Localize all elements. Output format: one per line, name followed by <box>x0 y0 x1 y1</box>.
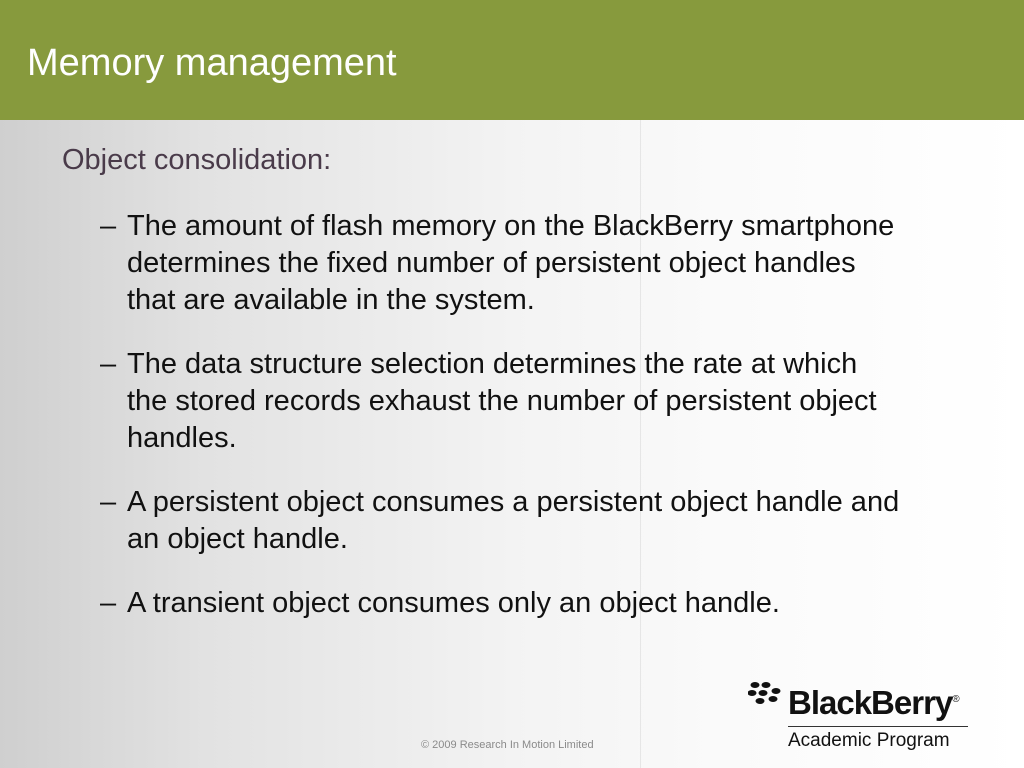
bullet-dash: – <box>100 486 117 518</box>
section-heading: Object consolidation: <box>62 144 332 176</box>
copyright-footer: © 2009 Research In Motion Limited <box>421 739 594 751</box>
bullet-text: The data structure selection determines the rate at which the stored records exhaust the number of persistent object handles. <box>127 348 877 454</box>
logo-subtitle: Academic Program <box>788 730 950 751</box>
bullet-item <box>100 208 900 319</box>
logo-wordmark: BlackBerry® <box>788 684 959 721</box>
bullet-item <box>100 346 900 457</box>
registered-mark: ® <box>952 694 959 705</box>
blackberry-logo <box>748 680 973 760</box>
slide-title: Memory management <box>27 42 397 84</box>
bullet-text: The amount of flash memory on the BlackBerry smartphone determines the fixed number of persistent object handles that are available in the system. <box>127 210 895 316</box>
bullet-item <box>100 585 900 622</box>
title-bar <box>0 0 1024 120</box>
bullet-text: A transient object consumes only an object handle. <box>127 587 780 619</box>
bullet-dash: – <box>100 210 117 242</box>
bullet-dash: – <box>100 587 117 619</box>
bullet-item <box>100 484 900 558</box>
bullet-text: A persistent object consumes a persistent object handle and an object handle. <box>127 486 900 555</box>
bullet-dash: – <box>100 348 117 380</box>
logo-divider <box>788 726 968 727</box>
bullet-list <box>100 208 900 649</box>
blackberry-dots-icon <box>748 680 784 710</box>
